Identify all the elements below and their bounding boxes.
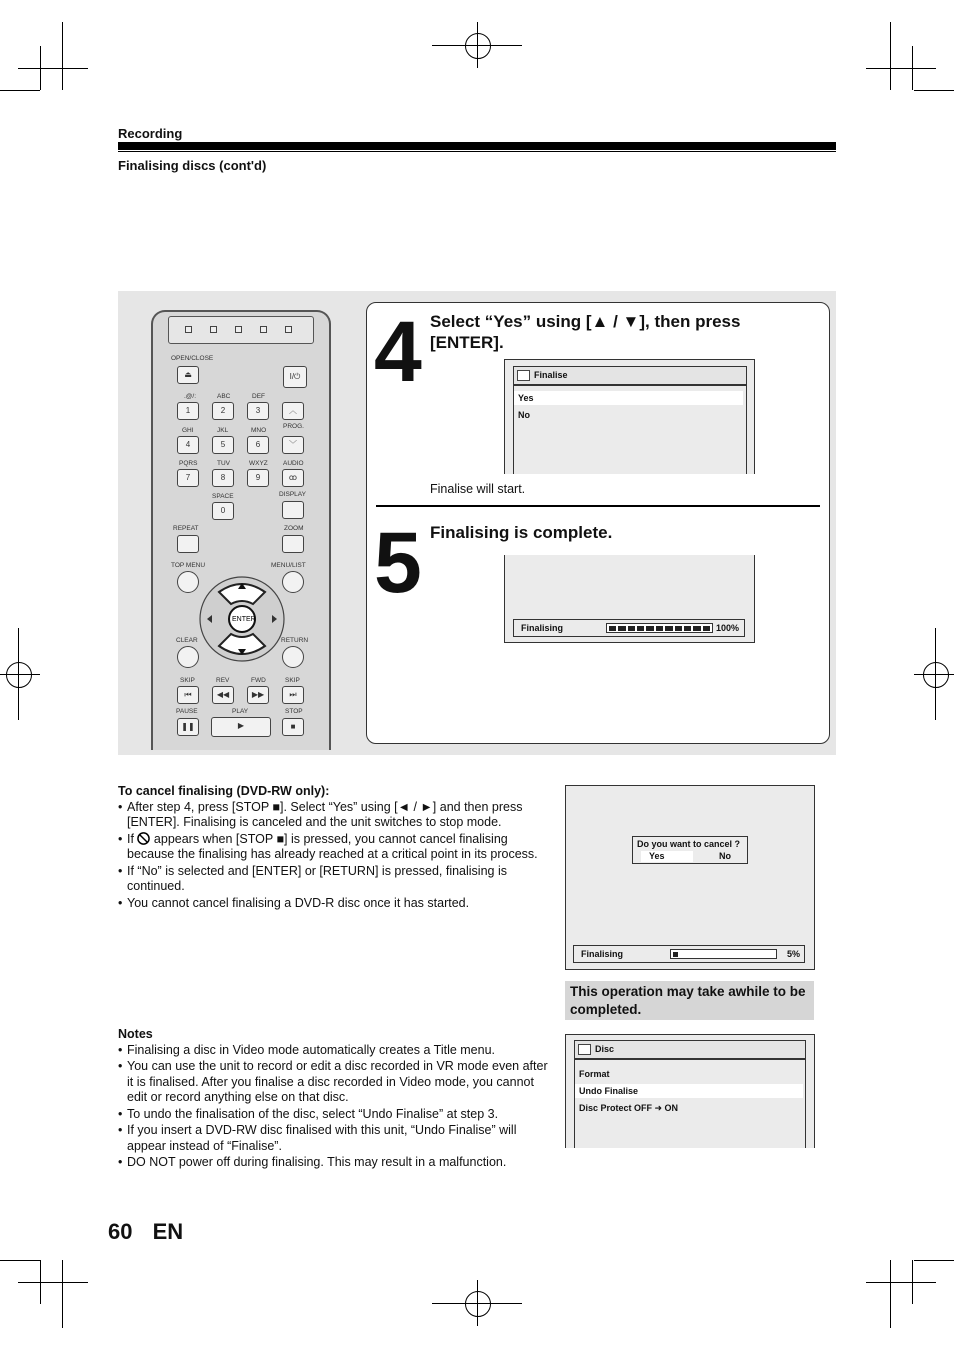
prog-label: PROG. xyxy=(283,423,304,430)
fwd-label: FWD xyxy=(251,677,266,684)
rewind-icon: ◀◀ xyxy=(212,686,234,704)
cancel-dialog-yes[interactable]: Yes xyxy=(641,851,693,862)
key-4: 4 xyxy=(177,436,199,454)
step-5-title: Finalising is complete. xyxy=(430,523,613,542)
note-box: This operation may take awhile to be completed. xyxy=(565,981,814,1020)
step-4-number: 4 xyxy=(374,304,419,400)
open-close-label: OPEN/CLOSE xyxy=(171,355,214,362)
cancel-osd-percent: 5% xyxy=(787,949,801,959)
notes-section xyxy=(118,1027,550,1172)
cancel-dialog-title: Do you want to cancel ? xyxy=(637,839,741,849)
menu-list-label: MENU/LIST xyxy=(271,562,306,569)
finalise-osd-no[interactable]: No xyxy=(518,410,530,420)
enter-label: ENTER xyxy=(232,616,256,623)
display-button xyxy=(282,501,304,519)
display-label: DISPLAY xyxy=(279,491,306,498)
disc-osd-list xyxy=(574,1059,806,1148)
progress-segment xyxy=(675,626,682,631)
power-button: I/⏻ xyxy=(283,366,307,388)
stop-icon: ■ xyxy=(282,718,304,736)
subsection-title: Finalising discs (cont'd) xyxy=(118,158,267,173)
header-rule xyxy=(118,142,836,150)
clear-button xyxy=(177,646,199,668)
cancel-bullet-3: • If “No” is selected and [ENTER] or [RETURN] is pressed, finalising is continued. xyxy=(118,864,558,895)
finalising-complete-percent: 100% xyxy=(716,623,740,633)
eject-icon: ⏏ xyxy=(177,366,199,384)
disc-menu-icon xyxy=(517,370,530,381)
finalise-osd-title-text: Finalise xyxy=(534,370,568,380)
progress-segment xyxy=(637,626,644,631)
repeat-button xyxy=(177,535,199,553)
finalise-osd-list xyxy=(513,385,747,474)
progress-segment xyxy=(618,626,625,631)
cancel-osd-progress xyxy=(670,949,777,959)
disc-osd-title xyxy=(574,1040,806,1059)
disc-osd-title-text: Disc xyxy=(595,1044,615,1054)
step-5-number: 5 xyxy=(374,515,419,611)
audio-label: AUDIO xyxy=(283,460,304,467)
finalising-complete-osd xyxy=(504,555,755,643)
cancel-bullet-4: • You cannot cancel finalising a DVD-R disc once it has started. xyxy=(118,896,558,912)
key-1: 1 xyxy=(177,402,199,420)
notes-heading: Notes xyxy=(118,1027,153,1041)
cancel-bullet-2-prefix: If xyxy=(127,831,134,846)
skip-forward-label: SKIP xyxy=(285,677,300,684)
cancel-dialog-no[interactable]: No xyxy=(719,851,731,861)
key-8: 8 xyxy=(212,469,234,487)
page-footer xyxy=(108,1219,183,1245)
cancel-section xyxy=(118,784,558,912)
audio-icon: ꝏ xyxy=(282,469,304,487)
key-7: 7 xyxy=(177,469,199,487)
cancel-osd xyxy=(565,785,815,970)
disc-osd-disc-protect[interactable]: Disc Protect OFF ➜ ON xyxy=(579,1103,679,1113)
skip-back-icon: ⏮ xyxy=(177,686,199,704)
page-language: EN xyxy=(152,1219,184,1244)
note-bullet-1: • Finalising a disc in Video mode automatically creates a Title menu. xyxy=(118,1043,550,1059)
rev-label: REV xyxy=(216,677,230,684)
key-9: 9 xyxy=(247,469,269,487)
finalising-complete-label: Finalising xyxy=(521,623,564,633)
progress-segment xyxy=(665,626,672,631)
zoom-button xyxy=(282,535,304,553)
note-bullet-2: • You can use the unit to record or edit a disc recorded in VR mode even after it is finalised. After you finalise a disc recorded in Video mode, you cannot edit or record anything else on that disc. xyxy=(118,1059,550,1106)
key-6: 6 xyxy=(247,436,269,454)
step-4-caption: Finalise will start. xyxy=(430,482,526,496)
pause-icon: ❚❚ xyxy=(177,718,199,736)
return-button xyxy=(282,646,304,668)
pause-label: PAUSE xyxy=(176,708,198,715)
finalise-osd xyxy=(504,359,755,474)
page-number: 60 xyxy=(108,1219,133,1244)
prohibited-icon xyxy=(137,832,150,845)
cancel-osd-label: Finalising xyxy=(581,949,624,959)
cancel-bullet-1: • After step 4, press [STOP ■]. Select “Yes” using [◄ / ►] and then press [ENTER]. Finalising is canceled and the unit switches to stop mode. xyxy=(118,800,558,831)
top-menu-button xyxy=(177,571,199,593)
key-2: 2 xyxy=(212,402,234,420)
header-rule-thin xyxy=(118,151,836,152)
progress-segment xyxy=(693,626,700,631)
cancel-heading: To cancel finalising (DVD-RW only): xyxy=(118,784,330,798)
progress-segment xyxy=(646,626,653,631)
cancel-osd-bar xyxy=(573,945,805,963)
finalise-osd-title xyxy=(513,366,747,385)
disc-osd-format[interactable]: Format xyxy=(579,1069,610,1079)
clear-label: CLEAR xyxy=(176,637,198,644)
finalising-complete-progress xyxy=(606,623,713,633)
progress-segment xyxy=(656,626,663,631)
return-label: RETURN xyxy=(281,637,309,644)
remote-control-illustration: OPEN/CLOSE ⏏ I/⏻ .@/: 1 ABC 2 DEF 3 GHI 4 JKL 5 MNO 6 PQRS 7 TUV 8 WXYZ 9 SPACE 0 ︿ PROG. ﹀ AUDIO ꝏ DISPLAY REPEAT ZOOM TOP MENU MENU/LIST ENTER CLEAR RETURN SKIP ⏮ REV ◀◀ FWD ▶▶ SKIP ⏭ PAUSE ❚❚ PLAY ▶ STOP ■ xyxy=(151,310,331,744)
progress-segment xyxy=(628,626,635,631)
fast-forward-icon: ▶▶ xyxy=(247,686,269,704)
disc-menu-icon xyxy=(578,1044,591,1055)
zoom-label: ZOOM xyxy=(284,525,304,532)
up-arrow-icon: ︿ xyxy=(282,402,304,420)
top-menu-label: TOP MENU xyxy=(171,562,206,569)
repeat-label: REPEAT xyxy=(173,525,199,532)
skip-forward-icon: ⏭ xyxy=(282,686,304,704)
section-title: Recording xyxy=(118,126,183,141)
note-bullet-4: • If you insert a DVD-RW disc finalised with this unit, “Undo Finalise” will appear instead of “Finalise”. xyxy=(118,1123,550,1154)
progress-segment xyxy=(684,626,691,631)
skip-back-label: SKIP xyxy=(180,677,195,684)
progress-segment xyxy=(703,626,710,631)
disc-osd xyxy=(565,1034,815,1148)
note-bullet-3: • To undo the finalisation of the disc, select “Undo Finalise” at step 3. xyxy=(118,1107,550,1123)
stop-label: STOP xyxy=(285,708,303,715)
cancel-bullet-2 xyxy=(118,832,558,863)
down-arrow-icon: ﹀ xyxy=(282,436,304,454)
play-label: PLAY xyxy=(232,708,249,715)
play-icon: ▶ xyxy=(211,717,271,737)
finalising-complete-bar xyxy=(513,619,745,637)
cancel-bullet-2-text: appears when [STOP ■] is pressed, you cannot cancel finalising because the finalising has already reached at a critical point in its process. xyxy=(127,831,538,861)
key-3: 3 xyxy=(247,402,269,420)
key-5: 5 xyxy=(212,436,234,454)
finalise-osd-yes[interactable]: Yes xyxy=(514,391,743,405)
step-4-title: Select “Yes” using [▲ / ▼], then press [ENTER]. xyxy=(430,312,741,352)
cancel-dialog xyxy=(632,836,748,864)
disc-osd-undo-finalise[interactable]: Undo Finalise xyxy=(575,1084,803,1098)
key-0: 0 xyxy=(212,502,234,520)
progress-segment xyxy=(609,626,616,631)
progress-segment xyxy=(673,952,678,957)
step-divider xyxy=(376,505,820,507)
note-bullet-5: • DO NOT power off during finalising. This may result in a malfunction. xyxy=(118,1155,550,1171)
